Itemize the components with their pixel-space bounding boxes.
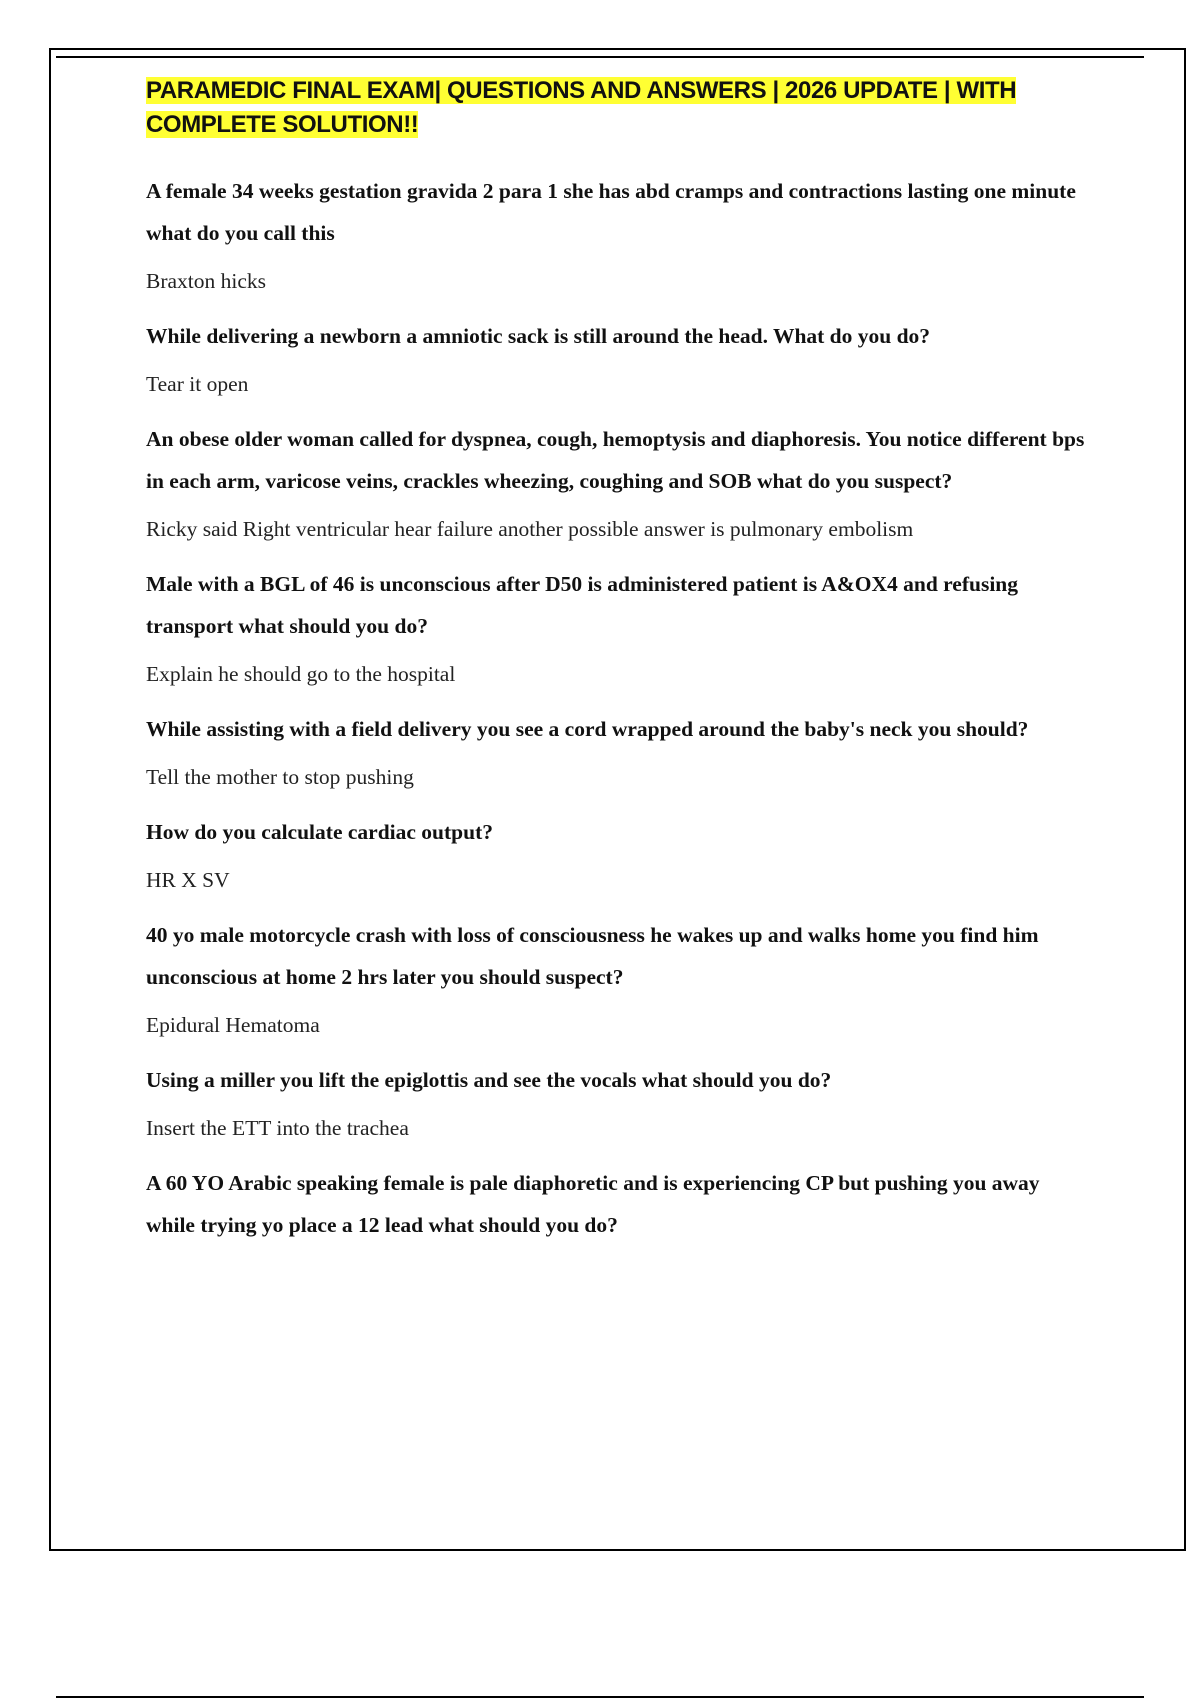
- top-rule-divider: [56, 56, 1144, 58]
- title-highlight: PARAMEDIC FINAL EXAM| QUESTIONS AND ANSWERS | 2026 UPDATE | WITH COMPLETE SOLUTION!!: [146, 77, 1017, 138]
- qa-item-6: [146, 811, 1086, 895]
- qa-item-9: [146, 1162, 1086, 1246]
- document-title: [146, 74, 1086, 142]
- answer-text: Braxton hicks: [146, 269, 267, 293]
- question-text: 40 yo male motorcycle crash with loss of consciousness he wakes up and walks home you find him unconscious at home 2 hrs later you should suspect?: [146, 923, 1039, 989]
- answer-text: Epidural Hematoma: [146, 1013, 320, 1037]
- qa-item-1: [146, 170, 1086, 296]
- answer-text: HR X SV: [146, 868, 230, 892]
- answer-text: Ricky said Right ventricular hear failure another possible answer is pulmonary embolism: [146, 517, 914, 541]
- document-body: [146, 74, 1086, 1258]
- qa-item-2: [146, 315, 1086, 399]
- question-text: Using a miller you lift the epiglottis and see the vocals what should you do?: [146, 1068, 832, 1092]
- answer-text: Tear it open: [146, 372, 249, 396]
- answer-text: Tell the mother to stop pushing: [146, 765, 414, 789]
- question-text: A 60 YO Arabic speaking female is pale diaphoretic and is experiencing CP but pushing you away while trying yo place a 12 lead what should you do?: [146, 1171, 1040, 1237]
- qa-item-3: [146, 418, 1086, 544]
- question-text: An obese older woman called for dyspnea, cough, hemoptysis and diaphoresis. You notice different bps in each arm, varicose veins, crackles wheezing, coughing and SOB what do you suspect?: [146, 427, 1085, 493]
- qa-item-4: [146, 563, 1086, 689]
- answer-text: Insert the ETT into the trachea: [146, 1116, 409, 1140]
- question-text: Male with a BGL of 46 is unconscious after D50 is administered patient is A&OX4 and refusing transport what should you do?: [146, 572, 1019, 638]
- bottom-rule-divider: [56, 1696, 1144, 1698]
- question-text: While assisting with a field delivery you see a cord wrapped around the baby's neck you should?: [146, 717, 1029, 741]
- answer-text: Explain he should go to the hospital: [146, 662, 456, 686]
- question-text: While delivering a newborn a amniotic sack is still around the head. What do you do?: [146, 324, 931, 348]
- question-text: How do you calculate cardiac output?: [146, 820, 493, 844]
- question-text: A female 34 weeks gestation gravida 2 para 1 she has abd cramps and contractions lasting one minute what do you call this: [146, 179, 1076, 245]
- qa-item-8: [146, 1059, 1086, 1143]
- qa-item-7: [146, 914, 1086, 1040]
- qa-item-5: [146, 708, 1086, 792]
